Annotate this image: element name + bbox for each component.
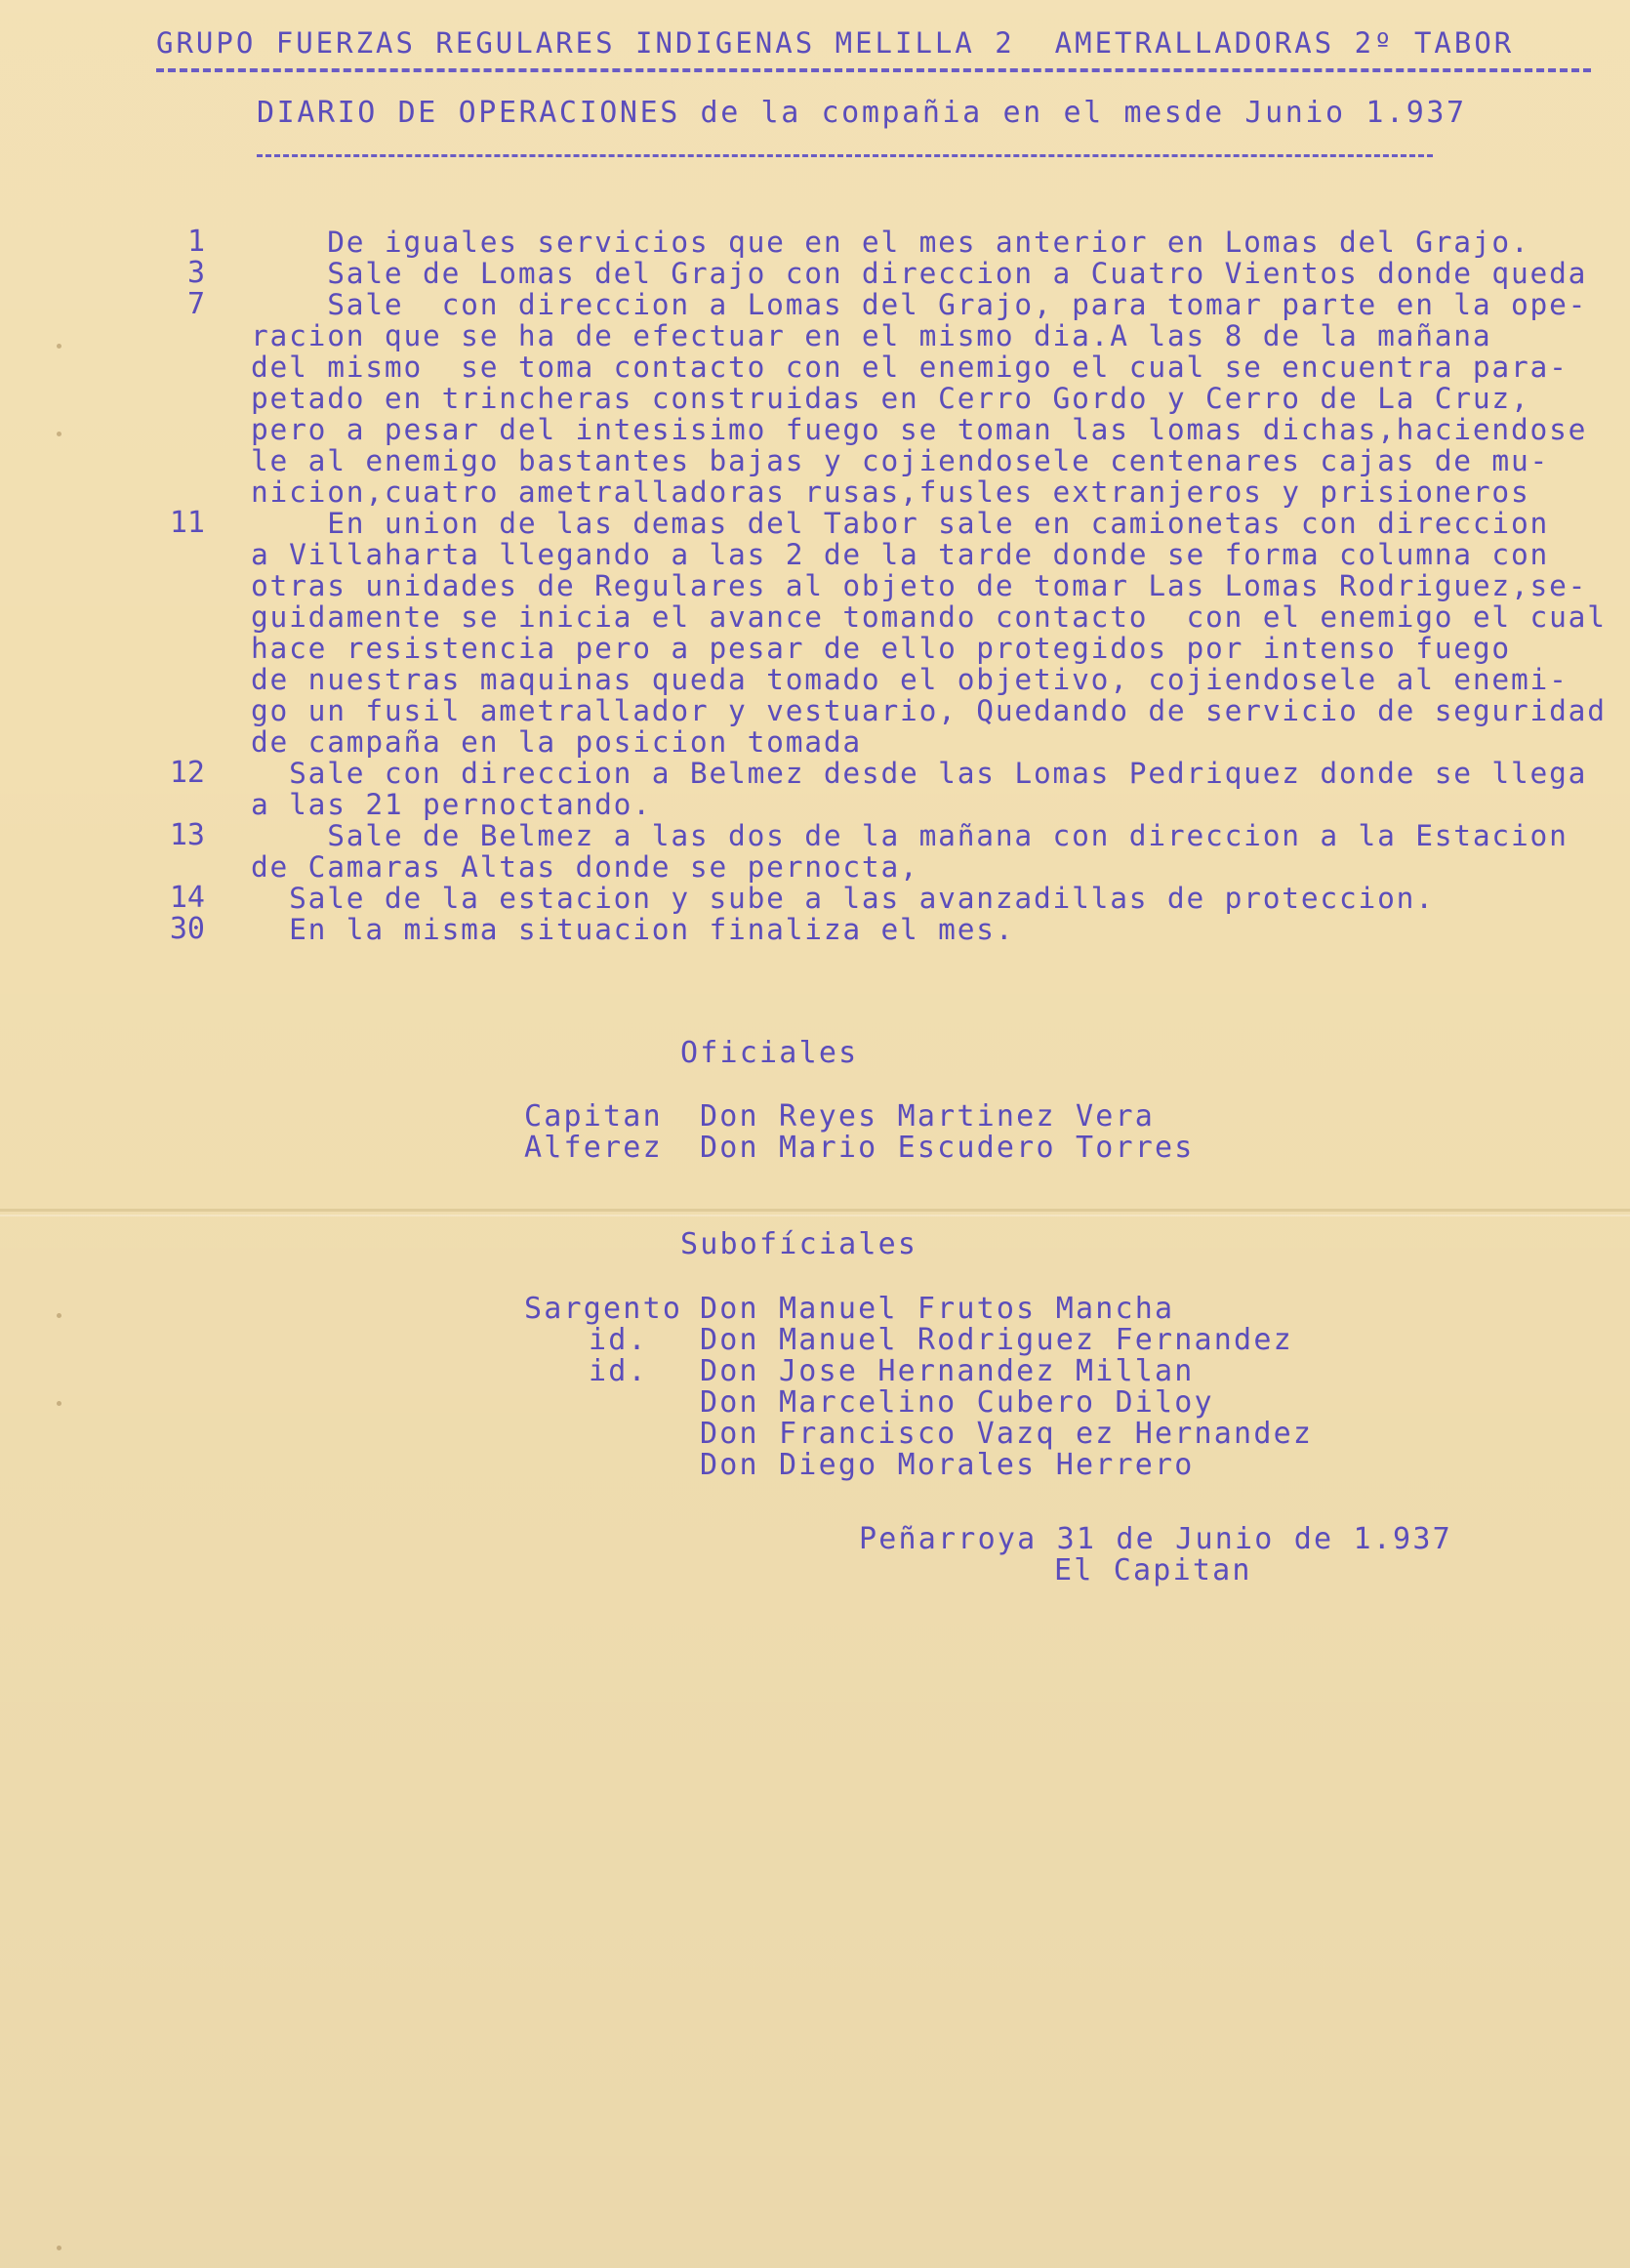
header-underline (156, 68, 1591, 72)
signature-role: El Capitan (1054, 1553, 1252, 1588)
entry-text-line: del mismo se toma contacto con el enemigo el cual se encuentra para- (251, 351, 1569, 384)
staff-rank: id. (589, 1323, 648, 1357)
title-underline (257, 154, 1433, 157)
staff-rank: Alferez (524, 1131, 663, 1165)
entry-text-line: nicion,cuatro ametralladoras rusas,fusles extranjeros y prisioneros (251, 475, 1530, 509)
entry-text-line: De iguales servicios que en el mes anterior en Lomas del Grajo. (251, 226, 1530, 259)
entry-day: 30 (169, 912, 205, 946)
entry-text-line: Sale con direccion a Belmez desde las Lomas Pedriquez donde se llega (251, 757, 1588, 790)
entry-day: 14 (169, 881, 205, 915)
entry-day: 12 (169, 756, 205, 790)
entry-text-line: de campaña en la posicion tomada (251, 725, 862, 759)
staff-name: Don Mario Escudero Torres (700, 1131, 1195, 1165)
suboficiales-heading: Subofíciales (680, 1227, 918, 1261)
entry-text-line: racion que se ha de efectuar en el mismo dia.A las 8 de la mañana (251, 319, 1492, 352)
entry-text-line: En la misma situacion finaliza el mes. (251, 913, 1015, 946)
entry-text-line: go un fusil ametrallador y vestuario, Quedando de servicio de seguridad (251, 694, 1607, 727)
entry-day: 7 (186, 287, 205, 321)
staff-name: Don Marcelino Cubero Diloy (700, 1385, 1214, 1420)
punch-mark (57, 432, 61, 436)
document-title: DIARIO DE OPERACIONES de la compañia en el mesde Junio 1.937 (257, 96, 1467, 130)
entry-text-line: petado en trincheras construidas en Cerro Gordo y Cerro de La Cruz, (251, 382, 1530, 415)
staff-name: Don Manuel Frutos Mancha (700, 1292, 1175, 1326)
fold-crease-highlight (0, 1215, 1630, 1216)
oficiales-heading: Oficiales (680, 1036, 859, 1070)
entry-text-line: Sale de la estacion y sube a las avanzadillas de proteccion. (251, 882, 1435, 915)
staff-name: Don Manuel Rodriguez Fernandez (700, 1323, 1293, 1357)
entry-text-line: En union de las demas del Tabor sale en camionetas con direccion (251, 507, 1550, 540)
entry-text-line: Sale con direccion a Lomas del Grajo, para tomar parte en la ope- (251, 288, 1588, 321)
staff-name: Don Francisco Vazq ez Hernandez (700, 1417, 1314, 1451)
entry-text-line: de Camaras Altas donde se pernocta, (251, 850, 919, 884)
punch-mark (57, 344, 61, 349)
entry-day: 3 (186, 256, 205, 290)
staff-name: Don Jose Hernandez Millan (700, 1354, 1195, 1388)
staff-rank: Sargento (524, 1292, 683, 1326)
entry-text-line: Sale de Lomas del Grajo con direccion a Cuatro Vientos donde queda (251, 257, 1588, 290)
entry-day: 1 (186, 225, 205, 259)
unit-header: GRUPO FUERZAS REGULARES INDIGENAS MELILLA 2 AMETRALLADORAS 2º TABOR (156, 26, 1515, 60)
entry-day: 11 (169, 506, 205, 540)
staff-name: Don Diego Morales Herrero (700, 1448, 1195, 1482)
punch-mark (57, 1313, 61, 1318)
staff-name: Don Reyes Martinez Vera (700, 1099, 1156, 1134)
entry-text-line: pero a pesar del intesisimo fuego se toman las lomas dichas,haciendose (251, 413, 1588, 446)
fold-crease (0, 1209, 1630, 1212)
punch-mark (57, 2246, 61, 2250)
entry-text-line: hace resistencia pero a pesar de ello protegidos por intenso fuego (251, 632, 1511, 665)
entry-text-line: le al enemigo bastantes bajas y cojiendosele centenares cajas de mu- (251, 444, 1550, 477)
entry-day: 13 (169, 818, 205, 852)
entry-text-line: otras unidades de Regulares al objeto de tomar Las Lomas Rodriguez,se- (251, 569, 1588, 602)
entry-text-line: guidamente se inicia el avance tomando contacto con el enemigo el cual (251, 600, 1607, 634)
staff-rank: id. (589, 1354, 648, 1388)
entry-text-line: a las 21 pernoctando. (251, 788, 652, 821)
entry-text-line: de nuestras maquinas queda tomado el objetivo, cojiendosele al enemi- (251, 663, 1569, 696)
entry-text-line: Sale de Belmez a las dos de la mañana con direccion a la Estacion (251, 819, 1569, 852)
punch-mark (57, 1401, 61, 1406)
staff-rank: Capitan (524, 1099, 663, 1134)
signature-place-date: Peñarroya 31 de Junio de 1.937 (859, 1522, 1452, 1556)
entry-text-line: a Villaharta llegando a las 2 de la tarde donde se forma columna con (251, 538, 1550, 571)
